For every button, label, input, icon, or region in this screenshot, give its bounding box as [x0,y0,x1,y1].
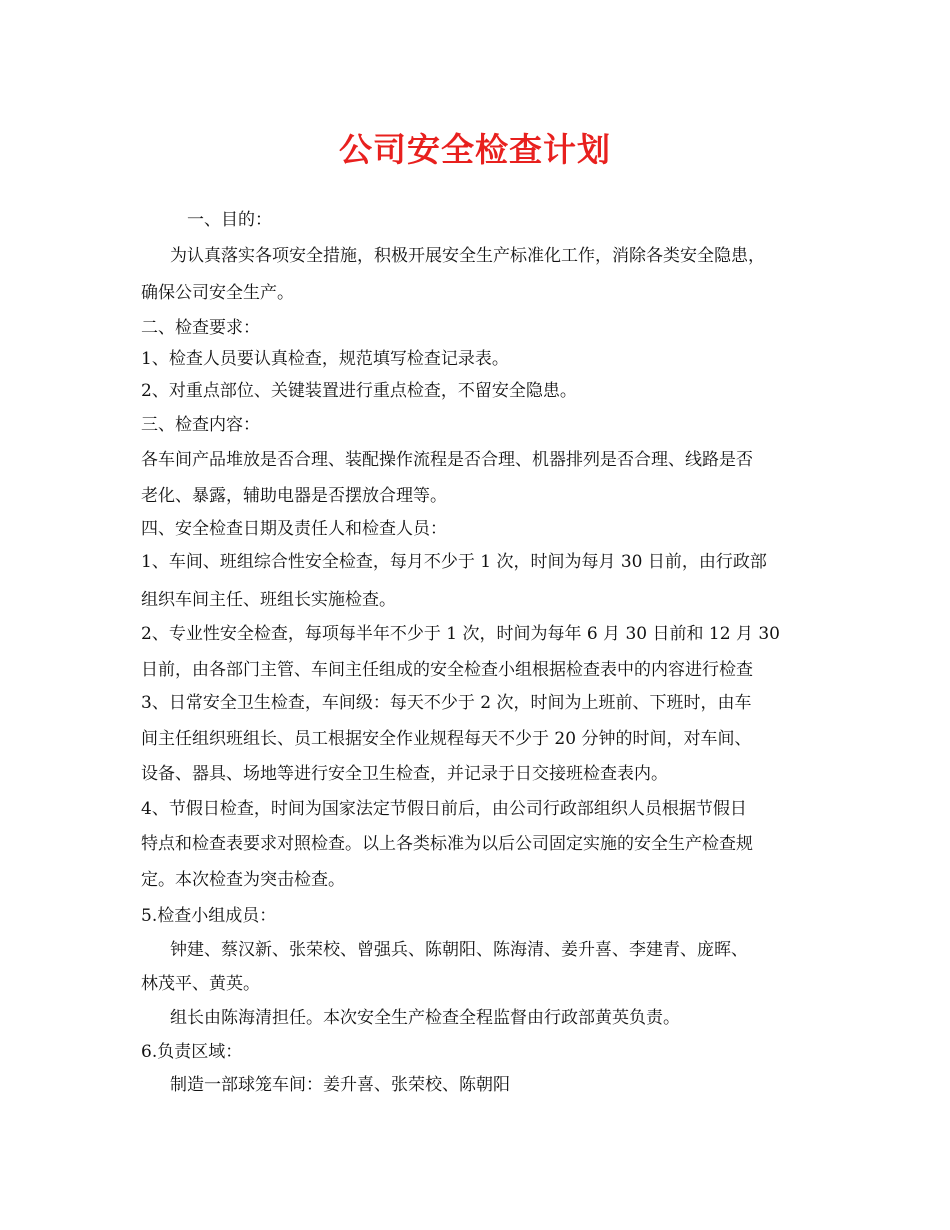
section-heading-purpose: 一、目的： [187,210,272,230]
list-item: 4、节假日检查，时间为国家法定节假日前后，由公司行政部组织人员根据节假日 [141,799,747,819]
list-item: 2、专业性安全检查，每项每半年不少于 1 次，时间为每年 6 月 30 日前和 12 月 30 [141,624,780,644]
section-heading-schedule: 四、安全检查日期及责任人和检查人员： [141,519,447,539]
member-list-line: 钟建、蔡汉新、张荣校、曾强兵、陈朝阳、陈海清、姜升喜、李建青、庞晖、 [170,940,748,960]
list-item: 3、日常安全卫生检查，车间级：每天不少于 2 次，时间为上班前、下班时，由车 [141,693,752,713]
section-heading-requirements: 二、检查要求： [141,318,260,338]
list-item: 1、检查人员要认真检查，规范填写检查记录表。 [141,349,509,369]
list-item-continued: 设备、器具、场地等进行安全卫生检查，并记录于日交接班检查表内。 [141,764,668,784]
list-item-continued: 特点和检查表要求对照检查。以上各类标准为以后公司固定实施的安全生产检查规 [141,834,753,854]
section-heading-areas: 6.负责区域： [141,1042,243,1062]
area-assignment-line: 制造一部球笼车间：姜升喜、张荣校、陈朝阳 [170,1075,510,1095]
list-item: 1、车间、班组综合性安全检查，每月不少于 1 次，时间为每月 30 日前，由行政部 [141,552,767,572]
list-item: 2、对重点部位、关键装置进行重点检查，不留安全隐患。 [141,381,577,401]
list-item-continued: 日前，由各部门主管、车间主任组成的安全检查小组根据检查表中的内容进行检查 [141,660,753,680]
paragraph-line: 各车间产品堆放是否合理、装配操作流程是否合理、机器排列是否合理、线路是否 [141,450,753,470]
section-heading-content: 三、检查内容： [141,415,260,435]
list-item-continued: 组织车间主任、班组长实施检查。 [141,590,396,610]
list-item-continued: 间主任组织班组长、员工根据安全作业规程每天不少于 20 分钟的时间，对车间、 [141,729,752,749]
paragraph-line: 为认真落实各项安全措施，积极开展安全生产标准化工作，消除各类安全隐患， [170,246,765,266]
paragraph-line: 确保公司安全生产。 [141,283,294,303]
paragraph-line: 组长由陈海清担任。本次安全生产检查全程监督由行政部黄英负责。 [170,1008,680,1028]
list-item-continued: 定。本次检查为突击检查。 [141,870,345,890]
paragraph-line: 老化、暴露，辅助电器是否摆放合理等。 [141,486,447,506]
document-title: 公司安全检查计划 [339,130,611,169]
member-list-line: 林茂平、黄英。 [141,974,260,994]
section-heading-members: 5.检查小组成员： [141,906,277,926]
